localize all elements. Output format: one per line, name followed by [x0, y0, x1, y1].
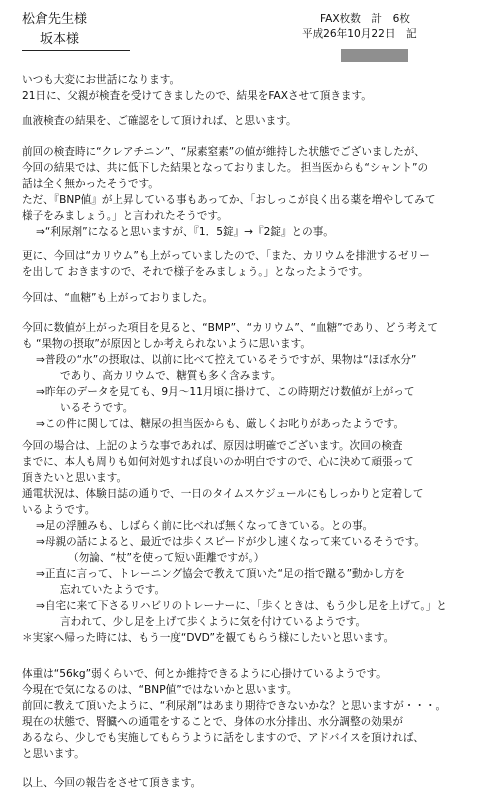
text-line: いるようです。 — [22, 504, 96, 516]
fax-info-block — [302, 12, 417, 42]
text-line: （勿論、“杖”を使って短い距離ですが。） — [68, 552, 265, 564]
text-line: いつも大変にお世話になります。 — [22, 74, 181, 86]
text-line: いるそうです。 — [60, 402, 134, 414]
previous-results-paragraph — [22, 144, 472, 240]
text-line: 更に、今回は“カリウム”も上がっていましたので、「また、カリウムを排泄するゼリー — [22, 250, 430, 262]
text-line: ⇒昨年のデータを見ても、9月～11月頃に掛けて、この時期だけ数値が上がって — [36, 386, 415, 398]
text-line: 前回の検査時に“クレアチニン”、“尿素窒素”の値が維持した状態でございましたが、 — [22, 146, 425, 158]
text-line: も “果物の摂取”が原因としか考えられないように思います。 — [22, 338, 311, 350]
text-line: 今回の結果では、共に低下した結果となっておりました。 担当医からも“シャント”の — [22, 162, 429, 174]
text-line: までに、本人も周りも如何対処すれば良いのか明白ですので、心に決めて頑張って — [22, 456, 414, 468]
text-line: 前回に教えて頂いたように、“利尿剤”はあまり期待できないかな？と思いますが・・・。 — [22, 700, 447, 712]
text-line: ⇒普段の“水”の摂取は、以前に比べて控えているそうですが、果物は“ほぼ水分” — [36, 354, 417, 366]
text-line: 今回は、“血糖”も上がっておりました。 — [22, 292, 214, 304]
text-line: 通電状況は、体験日誌の通りで、一日のタイムスケジュールにもしっかりと定着して — [22, 488, 424, 500]
text-line: 頂きたいと思います。 — [22, 472, 128, 484]
text-line: 現在の状態で、腎臓への通電をすることで、身体の水分排出、水分調整の効果が — [22, 716, 403, 728]
fax-page-count: FAX枚数 計 6枚 — [320, 13, 410, 25]
text-line: 様子をみましょう。」と言われたそうです。 — [22, 210, 228, 222]
text-line: 話は全く無かったそうです。 — [22, 178, 159, 190]
redacted-box — [341, 49, 408, 62]
addressee-block — [22, 10, 87, 50]
text-line: 今回に数値が上がった項目を見ると、“BMP”、“カリウム”、“血糖”であり、どう考えて — [22, 322, 439, 334]
addressee-patient: 坂本様 — [40, 32, 80, 47]
text-line: ⇒母親の話によると、最近では歩くスピードが少し速くなって来ているそうです。 — [36, 536, 425, 548]
text-line: あるなら、少しでも実施してもらうように話をしますので、アドバイスを頂ければ、 — [22, 732, 425, 744]
letter-date: 平成26年10月22日 記 — [302, 28, 417, 40]
text-line: 21日に、父親が検査を受けてきましたので、結果をFAXさせて頂きます。 — [22, 90, 372, 102]
text-line: ⇒自宅に来て下さるリハビリのトレーナーに、「歩くときは、もう少し足を上げて。」と — [36, 600, 447, 612]
text-line: ⇒この件に関しては、糖尿の担当医からも、厳しくお叱りがあったようです。 — [36, 418, 405, 430]
text-line: であり、高カリウムで、糖質も多く含みます。 — [60, 370, 282, 382]
weight-paragraph — [22, 666, 472, 762]
conclusion-paragraph — [22, 438, 472, 646]
text-line: 以上、今回の報告をさせて頂きます。 — [22, 777, 202, 789]
text-line: 血液検査の結果を、ご確認をして頂ければ、と思います。 — [22, 115, 297, 127]
fruit-cause-paragraph — [22, 320, 472, 432]
blood-test-paragraph — [22, 113, 472, 129]
text-line: ＊実家へ帰った時には、もう一度“DVD”を観てもらう様にしたいと思います。 — [22, 632, 395, 644]
text-line: 体重は“56kg”弱くらいで、何とか維持できるように心掛けているようです。 — [22, 668, 387, 680]
potassium-paragraph — [22, 248, 472, 280]
greeting-paragraph — [22, 72, 472, 104]
text-line: 今回の場合は、上記のような事であれば、原因は明確でございます。次回の検査 — [22, 440, 403, 452]
blood-sugar-paragraph — [22, 290, 472, 306]
text-line: と思います。 — [22, 748, 85, 760]
text-line: ただ、『BNP値』が上昇している事もあってか、「おしっこが良く出る薬を増やしてみて — [22, 194, 436, 206]
text-line: ⇒“利尿剤”になると思いますが、『1．5錠』→『2錠』との事。 — [36, 226, 334, 238]
text-line: を出して おきますので、それで様子をみましょう。」となったようです。 — [22, 266, 369, 278]
text-line: 忘れていたようです。 — [60, 584, 166, 596]
addressee-doctor: 松倉先生様 — [22, 12, 88, 27]
text-line: ⇒足の浮腫みも、しばらく前に比べれば無くなってきている。との事。 — [36, 520, 374, 532]
addressee-underline — [22, 50, 130, 51]
text-line: ⇒正直に言って、トレーニング協会で教えて頂いた“足の指で蹴る”動かし方を — [36, 568, 406, 580]
text-line: 言われて、少し足を上げて歩くように気を付けているようです。 — [60, 616, 367, 628]
text-line: 今現在で気になるのは、“BNP値”ではないかと思います。 — [22, 684, 298, 696]
closing-paragraph — [22, 775, 472, 791]
